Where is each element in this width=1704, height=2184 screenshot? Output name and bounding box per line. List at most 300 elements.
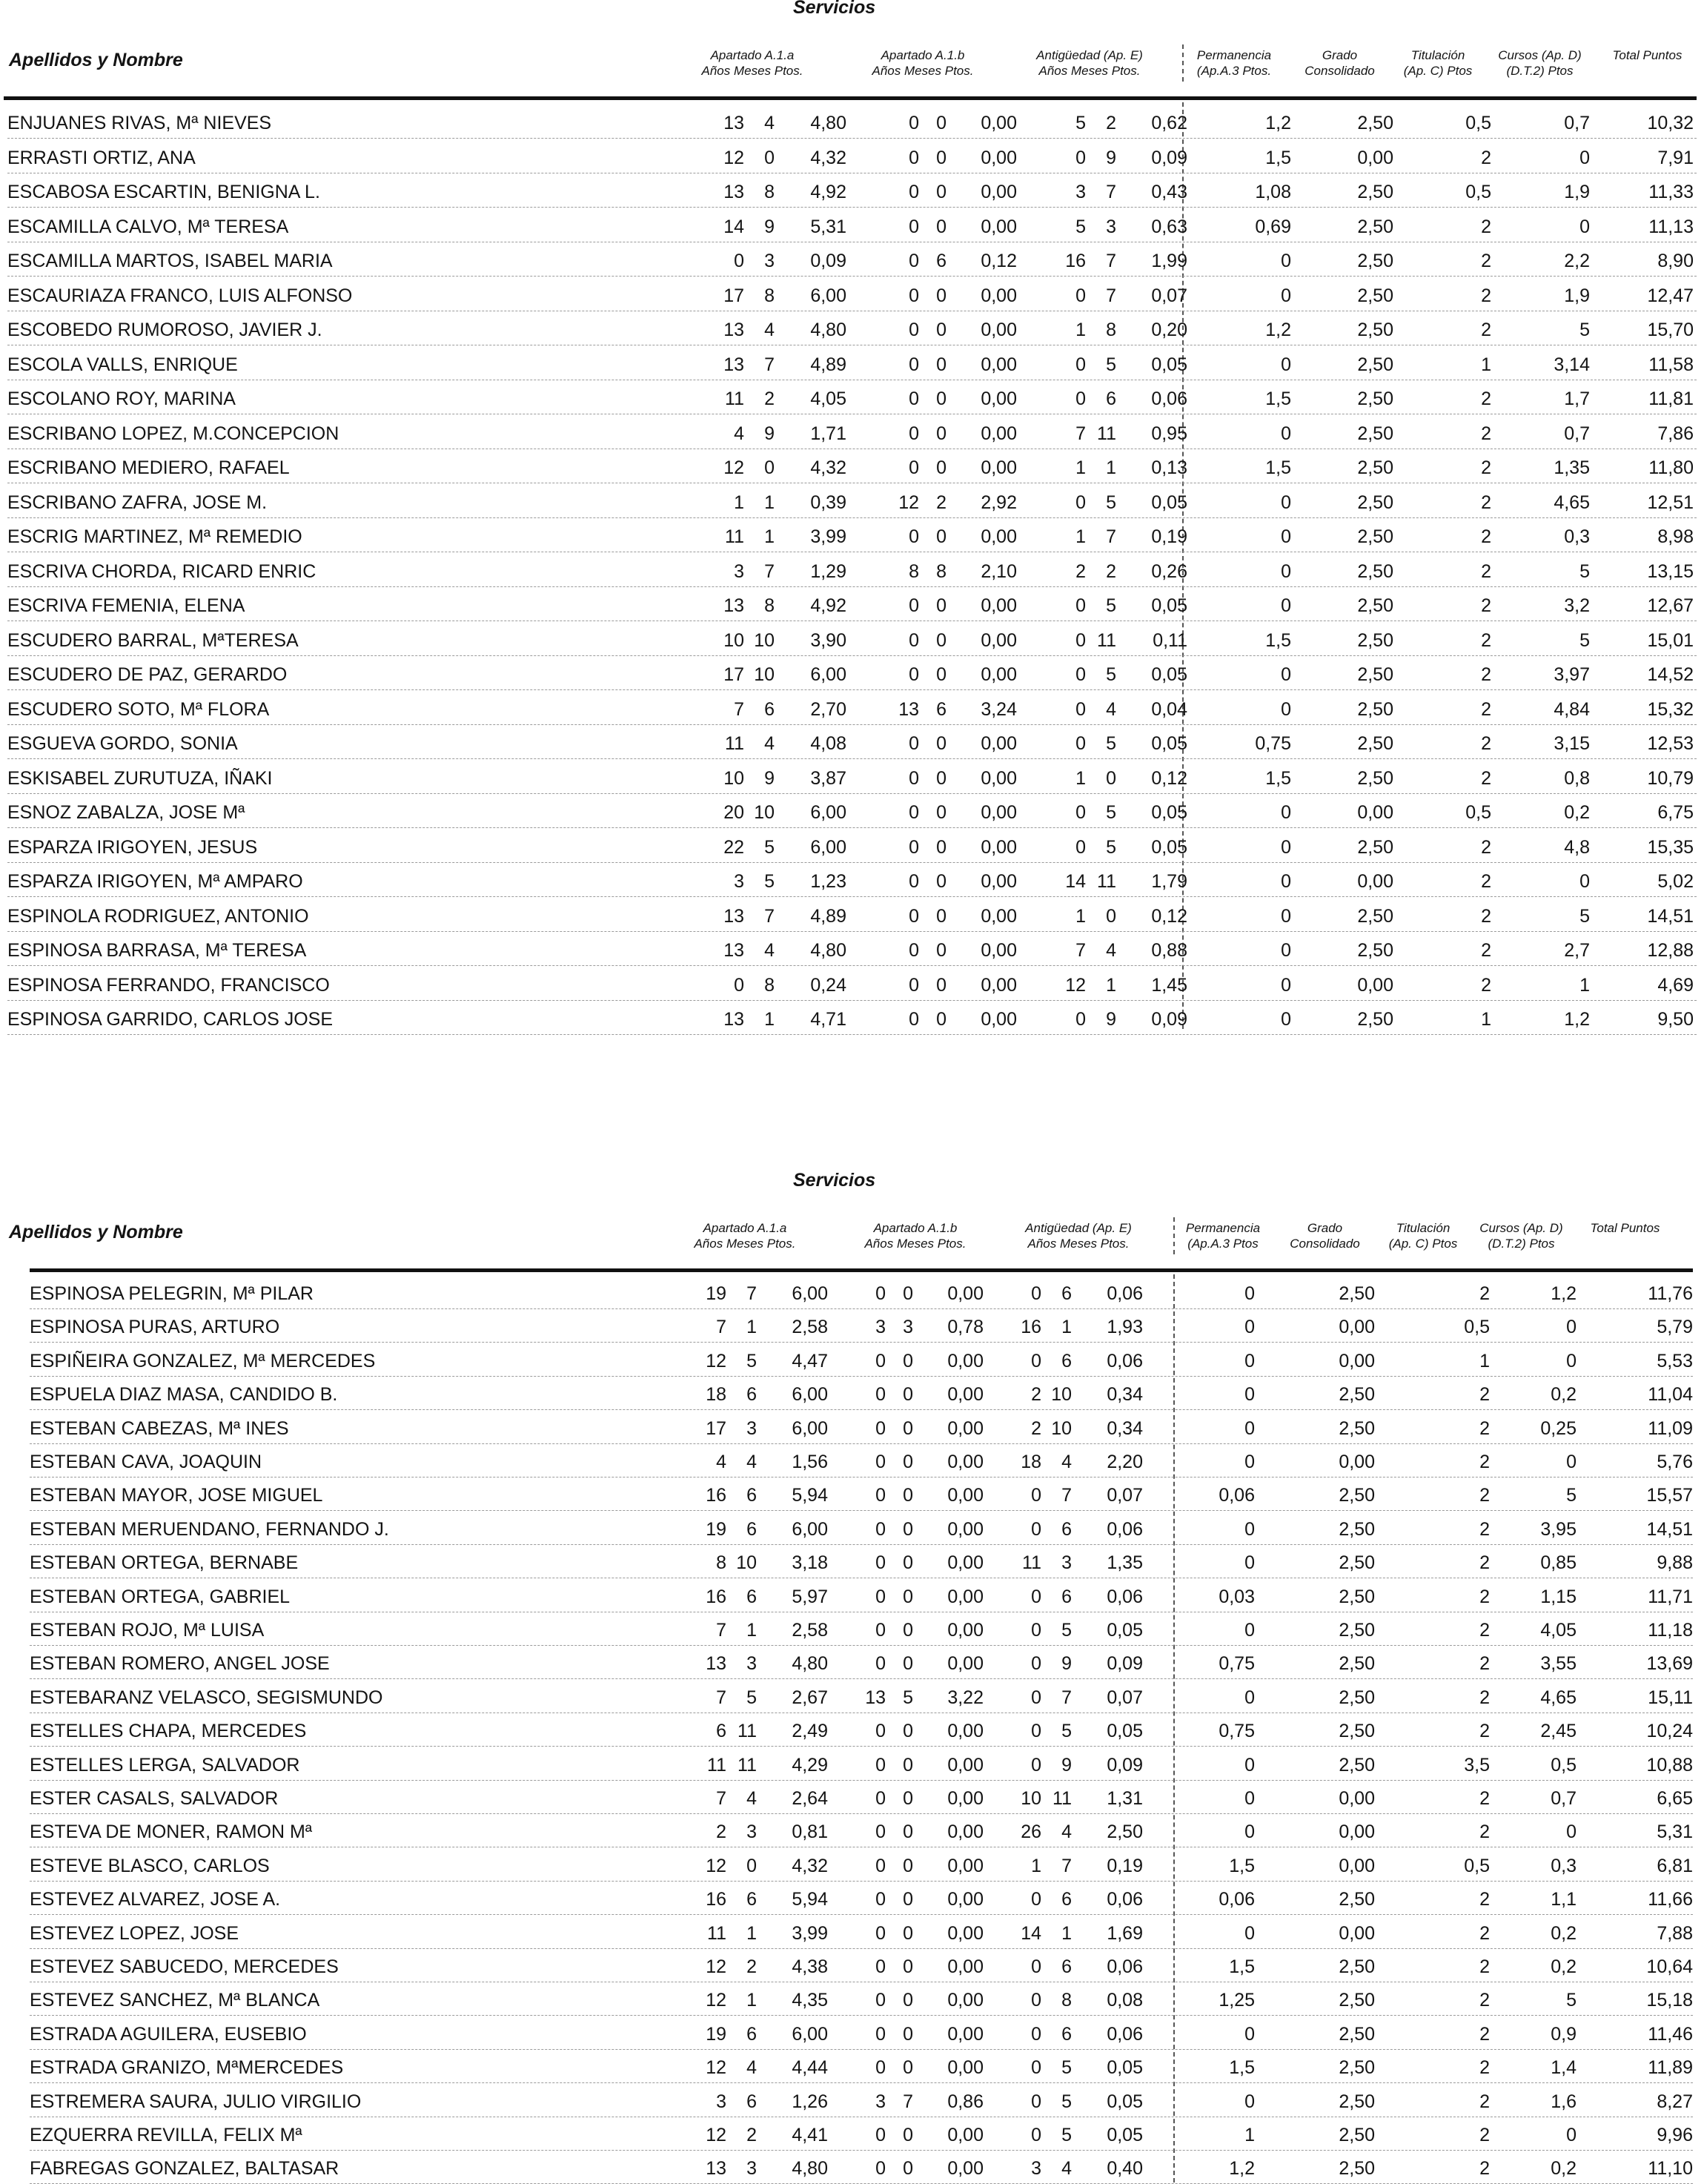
table-row [30, 1948, 1693, 1982]
cell-ant-meses: 7 [1061, 1687, 1072, 1708]
header-rule [4, 96, 1697, 100]
cell-name: ESCAMILLA CALVO, Mª TERESA [7, 216, 289, 237]
cell-ant-ptos: 0,05 [1151, 836, 1187, 858]
cell-a1a-ptos: 0,24 [810, 974, 846, 996]
cell-cursos: 5 [1579, 560, 1590, 582]
cell-total: 5,79 [1657, 1317, 1693, 1338]
cell-ant-ptos: 0,05 [1107, 2125, 1143, 2145]
cell-cursos: 3,15 [1554, 733, 1590, 754]
cell-ant-anos: 0 [1031, 2125, 1041, 2145]
cell-permanencia: 0 [1244, 1552, 1255, 1574]
table-row [7, 311, 1697, 345]
cell-a1b-anos: 13 [898, 698, 919, 720]
cell-grado: 0,00 [1339, 1821, 1375, 1843]
cell-total: 11,04 [1648, 1384, 1693, 1406]
cell-cursos: 5 [1579, 905, 1590, 927]
cell-grado: 2,50 [1357, 1009, 1393, 1030]
cell-a1b-anos: 0 [909, 629, 919, 651]
cell-ant-meses: 8 [1106, 320, 1116, 340]
cell-cursos: 5 [1566, 1990, 1577, 2011]
cell-ant-meses: 1 [1106, 457, 1116, 478]
cell-a1b-meses: 0 [903, 2125, 913, 2145]
col-header-cursos [1475, 1220, 1568, 1251]
cell-permanencia: 0 [1281, 251, 1291, 271]
cell-a1a-meses: 1 [764, 526, 775, 547]
col-header-perm-line1: Permanencia [1196, 48, 1272, 62]
cell-grado: 2,50 [1357, 733, 1393, 754]
cell-total: 14,51 [1646, 1518, 1693, 1540]
cell-ant-meses: 3 [1061, 1552, 1072, 1574]
col-header-a1b-line1: Apartado A.1.b [873, 1221, 958, 1235]
col-header-tit-line2: (Ap. C) Ptos [1403, 64, 1473, 78]
cell-grado: 0,00 [1357, 147, 1393, 168]
cell-total: 11,13 [1648, 216, 1694, 237]
cell-a1b-ptos: 0,00 [981, 664, 1017, 685]
cell-a1a-ptos: 1,29 [810, 560, 846, 582]
cell-ant-ptos: 0,06 [1107, 1956, 1143, 1977]
cell-name: ESCRIBANO LOPEZ, M.CONCEPCION [7, 423, 339, 444]
cell-grado: 2,50 [1339, 1620, 1375, 1641]
cell-cursos: 0 [1579, 147, 1590, 168]
cell-a1a-ptos: 4,08 [810, 733, 846, 754]
cell-grado: 2,50 [1357, 526, 1393, 547]
col-header-a1b [860, 47, 986, 79]
table-row [30, 1511, 1693, 1545]
cell-titulacion: 2 [1481, 629, 1491, 651]
cell-titulacion: 2 [1481, 423, 1491, 444]
cell-titulacion: 2 [1481, 457, 1491, 478]
cell-permanencia: 0 [1244, 2023, 1255, 2045]
cell-cursos: 0,2 [1551, 1922, 1577, 1944]
cell-grado: 2,50 [1357, 251, 1393, 271]
cell-a1a-meses: 6 [764, 698, 775, 720]
cell-cursos: 5 [1579, 320, 1590, 340]
cell-name: ESCRIBANO ZAFRA, JOSE M. [7, 492, 268, 513]
cell-a1a-anos: 7 [734, 698, 744, 720]
cell-a1a-anos: 12 [706, 1350, 726, 1371]
cell-ant-meses: 3 [1106, 216, 1116, 237]
cell-a1b-ptos: 0,00 [981, 905, 1017, 927]
cell-grado: 0,00 [1339, 1788, 1375, 1809]
cell-total: 15,35 [1647, 836, 1694, 858]
cell-a1b-anos: 0 [875, 1384, 886, 1406]
cell-a1a-anos: 17 [706, 1417, 726, 1439]
cell-a1b-meses: 0 [903, 1417, 913, 1439]
cell-grado: 2,50 [1339, 1687, 1375, 1708]
column-separator [1182, 44, 1184, 82]
table-row [7, 794, 1697, 828]
cell-permanencia: 0,75 [1219, 1721, 1255, 1742]
col-header-a1b-line1: Apartado A.1.b [881, 48, 965, 62]
cell-name: ESTEVA DE MONER, RAMON Mª [30, 1821, 313, 1843]
cell-ant-meses: 2 [1106, 560, 1116, 582]
cell-titulacion: 2 [1479, 1889, 1490, 1910]
cell-titulacion: 0,5 [1465, 802, 1491, 823]
cell-a1b-anos: 0 [909, 595, 919, 616]
cell-grado: 2,50 [1339, 2057, 1375, 2079]
cell-ant-meses: 6 [1061, 1350, 1072, 1371]
cell-ant-meses: 6 [1061, 1518, 1072, 1540]
cell-a1a-anos: 10 [723, 767, 744, 789]
cell-name: ESCABOSA ESCARTIN, BENIGNA L. [7, 182, 320, 202]
cell-a1b-meses: 0 [936, 664, 947, 685]
cell-name: ESTEBAN CAVA, JOAQUIN [30, 1452, 262, 1472]
cell-titulacion: 2 [1479, 1384, 1490, 1406]
cell-titulacion: 2 [1479, 1956, 1490, 1977]
col-header-total-line1: Total Puntos [1612, 48, 1683, 62]
cell-ant-ptos: 0,05 [1107, 1620, 1143, 1641]
cell-titulacion: 2 [1479, 1821, 1490, 1843]
table-row [7, 760, 1697, 794]
cell-a1b-ptos: 3,22 [947, 1687, 984, 1708]
cell-name: ESPINOSA GARRIDO, CARLOS JOSE [7, 1009, 334, 1030]
cell-name: ESCAMILLA MARTOS, ISABEL MARIA [7, 251, 333, 271]
cell-cursos: 2,45 [1540, 1721, 1577, 1742]
cell-ant-ptos: 0,63 [1151, 216, 1187, 237]
cell-grado: 0,00 [1339, 1350, 1375, 1371]
cell-permanencia: 0 [1244, 1788, 1255, 1809]
cell-a1a-anos: 6 [716, 1721, 726, 1742]
cell-ant-ptos: 1,31 [1107, 1788, 1143, 1809]
cell-titulacion: 2 [1479, 2023, 1490, 2045]
cell-ant-ptos: 0,12 [1151, 905, 1187, 927]
cell-total: 14,51 [1647, 905, 1694, 927]
cell-a1b-anos: 0 [875, 1485, 886, 1506]
cell-a1b-anos: 0 [875, 2125, 886, 2145]
cell-a1a-anos: 13 [723, 113, 744, 133]
cell-ant-anos: 0 [1075, 388, 1086, 409]
cell-cursos: 1,9 [1564, 285, 1590, 306]
cell-a1b-ptos: 0,12 [981, 251, 1017, 271]
cell-name: ESTEBAN ROJO, Mª LUISA [30, 1620, 265, 1641]
cell-total: 8,98 [1657, 526, 1694, 547]
cell-ant-anos: 0 [1075, 285, 1086, 306]
cell-cursos: 0,3 [1551, 1855, 1577, 1876]
cell-a1b-meses: 0 [936, 182, 947, 202]
col-header-total [1579, 1220, 1671, 1236]
cell-titulacion: 2 [1479, 1922, 1490, 1944]
cell-a1b-anos: 0 [909, 113, 919, 133]
cell-total: 11,10 [1648, 2158, 1693, 2180]
cell-titulacion: 2 [1479, 2057, 1490, 2079]
cell-ant-anos: 3 [1075, 182, 1086, 202]
cell-permanencia: 0 [1281, 664, 1291, 685]
row-divider [7, 1034, 1697, 1035]
cell-a1a-ptos: 4,35 [792, 1990, 828, 2011]
cell-a1b-anos: 0 [909, 285, 919, 306]
cell-ant-anos: 2 [1031, 1384, 1041, 1406]
cell-a1a-anos: 17 [723, 664, 744, 685]
cell-permanencia: 0 [1244, 1417, 1255, 1439]
cell-a1a-anos: 12 [706, 1990, 726, 2011]
col-header-total [1601, 47, 1694, 63]
cell-a1b-ptos: 3,24 [981, 698, 1017, 720]
table-row [7, 518, 1697, 552]
cell-a1b-ptos: 0,00 [947, 2158, 984, 2180]
cell-total: 11,18 [1648, 1620, 1693, 1641]
cell-cursos: 0,25 [1540, 1417, 1577, 1439]
cell-a1a-anos: 20 [723, 802, 744, 823]
cell-name: ESTEBAN CABEZAS, Mª INES [30, 1417, 289, 1439]
cell-ant-meses: 7 [1106, 526, 1116, 547]
cell-permanencia: 0,69 [1255, 216, 1291, 237]
cell-a1b-meses: 0 [936, 629, 947, 651]
cell-a1a-meses: 1 [764, 492, 775, 513]
cell-permanencia: 0,06 [1219, 1485, 1255, 1506]
cell-grado: 2,50 [1339, 1283, 1375, 1304]
table-row [7, 208, 1697, 242]
cell-a1a-meses: 11 [737, 1721, 757, 1742]
cell-a1a-ptos: 4,32 [810, 457, 846, 478]
cell-name: ESTRADA GRANIZO, MªMERCEDES [30, 2057, 344, 2079]
cell-a1a-meses: 5 [764, 871, 775, 892]
cell-cursos: 5 [1566, 1485, 1577, 1506]
cell-a1b-ptos: 0,00 [981, 767, 1017, 789]
cell-titulacion: 2 [1479, 1586, 1490, 1607]
cell-grado: 2,50 [1357, 940, 1393, 961]
col-header-grado-line1: Grado [1322, 48, 1358, 62]
cell-total: 4,69 [1657, 974, 1694, 996]
cell-a1a-meses: 5 [764, 836, 775, 858]
cell-a1b-ptos: 0,00 [981, 940, 1017, 961]
cell-cursos: 0,3 [1564, 526, 1590, 547]
cell-ant-anos: 0 [1031, 1956, 1041, 1977]
cell-ant-meses: 4 [1106, 698, 1116, 720]
cell-a1a-anos: 13 [706, 2158, 726, 2180]
cell-total: 10,32 [1647, 113, 1694, 133]
cell-name: ESTEBAN ORTEGA, GABRIEL [30, 1586, 291, 1607]
cell-name: ESTRADA AGUILERA, EUSEBIO [30, 2023, 307, 2045]
cell-a1a-ptos: 4,41 [792, 2125, 828, 2145]
table-row [7, 553, 1697, 587]
cell-cursos: 2,2 [1564, 251, 1590, 271]
table-row [7, 967, 1697, 1001]
cell-a1a-ptos: 4,89 [810, 354, 846, 375]
cell-a1b-meses: 0 [936, 974, 947, 996]
cell-name: ESTEBAN MERUENDANO, FERNANDO J. [30, 1518, 389, 1540]
cell-a1a-anos: 2 [716, 1821, 726, 1843]
cell-titulacion: 2 [1479, 2158, 1490, 2180]
cell-cursos: 1,35 [1554, 457, 1590, 478]
cell-a1a-ptos: 2,49 [792, 1721, 828, 1742]
cell-grado: 2,50 [1339, 1990, 1375, 2011]
cell-ant-ptos: 0,06 [1151, 388, 1187, 409]
cell-name: ESTELLES LERGA, SALVADOR [30, 1754, 300, 1776]
cell-cursos: 0 [1566, 2125, 1577, 2145]
cell-a1b-anos: 0 [875, 1855, 886, 1876]
cell-permanencia: 1,5 [1265, 147, 1291, 168]
col-header-perm-line1: Permanencia [1185, 1221, 1261, 1235]
cell-cursos: 0,2 [1551, 2158, 1577, 2180]
cell-a1b-ptos: 0,00 [981, 457, 1017, 478]
cell-ant-meses: 7 [1106, 182, 1116, 202]
cell-ant-anos: 1 [1075, 457, 1086, 478]
table-row [30, 1813, 1693, 1847]
cell-cursos: 2,7 [1564, 940, 1590, 961]
cell-a1b-ptos: 0,00 [947, 2125, 984, 2145]
cell-grado: 2,50 [1339, 1754, 1375, 1776]
col-header-antiguedad [1015, 1220, 1141, 1251]
cell-a1b-anos: 13 [865, 1687, 886, 1708]
cell-titulacion: 2 [1481, 940, 1491, 961]
cell-ant-ptos: 1,79 [1151, 871, 1187, 892]
cell-a1b-ptos: 0,00 [947, 1956, 984, 1977]
cell-ant-meses: 5 [1061, 2057, 1072, 2079]
cell-cursos: 0 [1566, 1350, 1577, 1371]
table-row [7, 449, 1697, 483]
cell-name: ESCRIBANO MEDIERO, RAFAEL [7, 457, 290, 478]
cell-a1a-anos: 12 [706, 1855, 726, 1876]
cell-a1b-ptos: 0,00 [947, 1620, 984, 1641]
table-row [30, 1780, 1693, 1814]
cell-a1a-meses: 6 [746, 1384, 757, 1406]
table-body [30, 1275, 1693, 2184]
cell-a1a-meses: 6 [746, 1485, 757, 1506]
cell-ant-ptos: 2,50 [1107, 1821, 1143, 1843]
cell-ant-ptos: 0,12 [1151, 767, 1187, 789]
cell-titulacion: 2 [1479, 1417, 1490, 1439]
cell-grado: 0,00 [1339, 1317, 1375, 1338]
cell-ant-ptos: 0,62 [1151, 113, 1187, 133]
cell-ant-meses: 9 [1106, 1009, 1116, 1030]
cell-a1b-meses: 0 [903, 1990, 913, 2011]
cell-ant-anos: 7 [1075, 940, 1086, 961]
cell-ant-meses: 9 [1106, 147, 1116, 168]
cell-a1b-meses: 0 [903, 1518, 913, 1540]
cell-a1b-meses: 0 [936, 767, 947, 789]
cell-a1b-ptos: 0,00 [981, 595, 1017, 616]
cell-a1a-meses: 8 [764, 595, 775, 616]
cell-a1b-ptos: 0,00 [947, 1889, 984, 1910]
cell-a1a-anos: 12 [706, 2125, 726, 2145]
cell-cursos: 0,2 [1564, 802, 1590, 823]
cell-total: 11,76 [1648, 1283, 1693, 1304]
cell-titulacion: 0,5 [1464, 1317, 1490, 1338]
cell-permanencia: 0 [1281, 560, 1291, 582]
cell-ant-meses: 5 [1106, 733, 1116, 754]
cell-ant-anos: 0 [1075, 664, 1086, 685]
cell-ant-ptos: 0,19 [1151, 526, 1187, 547]
cell-ant-anos: 0 [1031, 1350, 1041, 1371]
cell-a1a-meses: 1 [746, 1317, 757, 1338]
cell-grado: 2,50 [1357, 767, 1393, 789]
cell-titulacion: 2 [1481, 560, 1491, 582]
cell-a1a-ptos: 4,44 [792, 2057, 828, 2079]
cell-a1a-meses: 1 [746, 1990, 757, 2011]
cell-ant-meses: 11 [1097, 871, 1116, 892]
cell-a1a-anos: 13 [723, 940, 744, 961]
cell-a1a-anos: 13 [723, 320, 744, 340]
cell-a1b-anos: 0 [909, 974, 919, 996]
cell-a1b-ptos: 0,00 [947, 1518, 984, 1540]
cell-titulacion: 2 [1481, 836, 1491, 858]
cell-total: 14,52 [1647, 664, 1694, 685]
cell-grado: 2,50 [1339, 1889, 1375, 1910]
table-row [7, 173, 1697, 208]
table-row [30, 2150, 1693, 2184]
cell-a1a-anos: 22 [723, 836, 744, 858]
cell-a1a-ptos: 4,80 [792, 2158, 828, 2180]
cell-ant-ptos: 0,20 [1151, 320, 1187, 340]
cell-a1a-meses: 9 [764, 767, 775, 789]
cell-a1a-meses: 8 [764, 285, 775, 306]
table-row [30, 2016, 1693, 2050]
cell-ant-anos: 14 [1065, 871, 1086, 892]
cell-ant-meses: 5 [1106, 664, 1116, 685]
cell-a1b-meses: 0 [936, 940, 947, 961]
cell-permanencia: 0 [1244, 1452, 1255, 1472]
col-header-a1b-line2: Años Meses Ptos. [872, 64, 974, 78]
cell-titulacion: 2 [1479, 1518, 1490, 1540]
cell-a1a-meses: 1 [746, 1922, 757, 1944]
cell-a1b-meses: 0 [936, 836, 947, 858]
col-header-a1b [852, 1220, 978, 1251]
cell-total: 10,24 [1646, 1721, 1693, 1742]
table-row [30, 1915, 1693, 1949]
cell-a1a-meses: 3 [764, 251, 775, 271]
cell-ant-ptos: 0,05 [1151, 354, 1187, 375]
cell-titulacion: 2 [1479, 1687, 1490, 1708]
cell-ant-anos: 0 [1031, 1754, 1041, 1776]
cell-total: 11,33 [1648, 182, 1694, 202]
cell-a1b-meses: 0 [903, 1653, 913, 1675]
cell-permanencia: 0 [1281, 492, 1291, 513]
cell-ant-anos: 0 [1031, 1653, 1041, 1675]
cell-name: ESTEBAN MAYOR, JOSE MIGUEL [30, 1485, 323, 1506]
cell-a1b-ptos: 2,10 [981, 560, 1017, 582]
cell-a1b-ptos: 0,00 [981, 836, 1017, 858]
cell-a1b-anos: 0 [909, 940, 919, 961]
cell-a1a-anos: 11 [707, 1754, 726, 1776]
cell-a1b-anos: 0 [875, 1922, 886, 1944]
cell-titulacion: 2 [1481, 388, 1491, 409]
cell-ant-anos: 0 [1075, 492, 1086, 513]
cell-total: 11,89 [1648, 2057, 1693, 2079]
cell-a1a-ptos: 6,00 [792, 2023, 828, 2045]
cell-titulacion: 2 [1479, 1552, 1490, 1574]
cell-ant-anos: 1 [1075, 767, 1086, 789]
cell-permanencia: 0,06 [1219, 1889, 1255, 1910]
cell-ant-ptos: 0,13 [1151, 457, 1187, 478]
cell-a1a-ptos: 4,80 [792, 1653, 828, 1675]
cell-a1a-ptos: 2,58 [792, 1620, 828, 1641]
header-rule [30, 1268, 1693, 1272]
cell-a1b-anos: 0 [875, 1350, 886, 1371]
cell-a1a-anos: 13 [723, 1009, 744, 1030]
cell-ant-meses: 5 [1061, 2125, 1072, 2145]
cell-ant-ptos: 0,06 [1107, 1283, 1143, 1304]
col-header-name: Apellidos y Nombre [9, 1222, 183, 1242]
cell-a1a-ptos: 4,80 [810, 113, 846, 133]
cell-grado: 2,50 [1357, 664, 1393, 685]
cell-a1b-meses: 7 [903, 2091, 913, 2112]
cell-permanencia: 1,5 [1229, 2057, 1255, 2079]
cell-ant-meses: 6 [1061, 1956, 1072, 1977]
cell-a1b-anos: 0 [909, 320, 919, 340]
cell-a1a-ptos: 4,92 [810, 182, 846, 202]
cell-ant-anos: 1 [1075, 320, 1086, 340]
cell-permanencia: 1,2 [1265, 320, 1291, 340]
cell-ant-anos: 0 [1031, 1586, 1041, 1607]
cell-a1a-anos: 11 [725, 526, 744, 547]
col-header-grado [1279, 1220, 1371, 1251]
cell-permanencia: 1,5 [1265, 457, 1291, 478]
cell-permanencia: 0 [1244, 1922, 1255, 1944]
cell-a1b-meses: 0 [936, 905, 947, 927]
cell-name: ESNOZ ZABALZA, JOSE Mª [7, 802, 245, 823]
cell-a1b-meses: 0 [903, 1922, 913, 1944]
cell-a1a-ptos: 6,00 [792, 1384, 828, 1406]
